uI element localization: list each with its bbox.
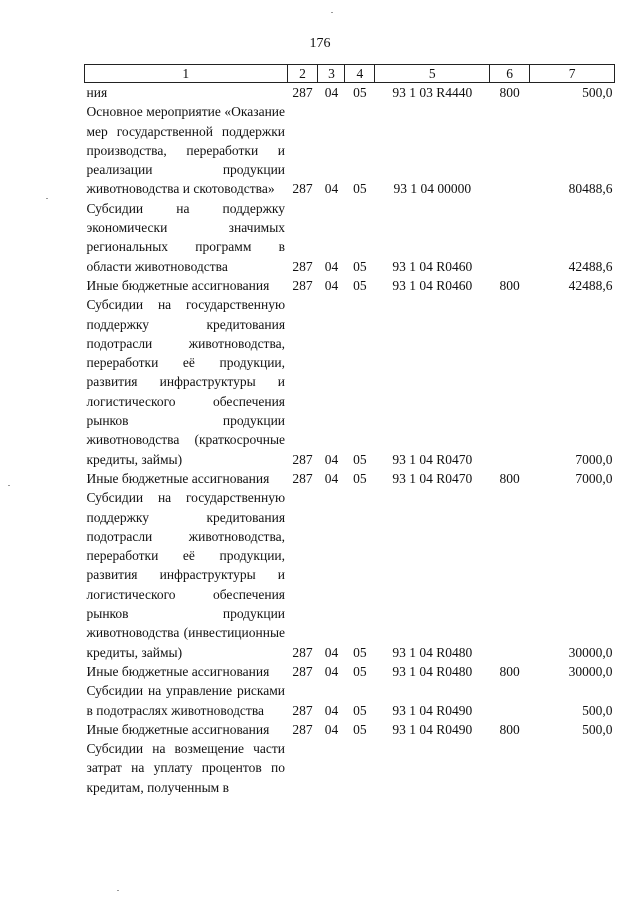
row-rz: 04 [324, 470, 339, 486]
row-pr: 05 [353, 258, 367, 274]
row-name: Субсидии на поддержку экономически значимых региональных программ в области животноводства [86, 200, 286, 274]
row-gr: 287 [292, 451, 313, 467]
table-row [85, 720, 615, 739]
row-rz: 04 [324, 85, 339, 100]
row-amount: 42488,6 [568, 258, 613, 274]
row-rz: 04 [324, 721, 339, 737]
row-vr [490, 488, 530, 662]
column-header-1: 1 [85, 65, 288, 83]
row-pr: 05 [353, 277, 367, 293]
row-name: Иные бюджетные ассигнования [86, 663, 270, 679]
page-number: 176 [309, 36, 331, 51]
column-header-2: 2 [287, 65, 318, 83]
row-name: Субсидии на государственную поддержку кредитования подотрасли животноводства, переработки её продукции, развития инфраструктуры и логистического обеспечения рынков продукции животноводства (краткосрочные кредиты, займы) [86, 297, 286, 467]
row-csr: 93 1 04 R0490 [392, 702, 473, 718]
row-vr: 800 [499, 663, 520, 679]
row-csr: 93 1 04 R0470 [392, 451, 473, 467]
row-amount [530, 739, 615, 797]
row-name: Субсидии на возмещение части затрат на уплату процентов по кредитам, полученным в [86, 741, 286, 795]
row-amount: 30000,0 [568, 644, 613, 660]
row-vr: 800 [499, 85, 520, 100]
scan-speck [331, 12, 333, 13]
row-csr: 93 1 04 R0480 [392, 644, 473, 660]
row-amount: 7000,0 [575, 451, 613, 467]
row-amount: 500,0 [582, 85, 613, 100]
row-amount: 7000,0 [575, 470, 613, 486]
row-rz: 04 [324, 644, 339, 660]
table-row [85, 662, 615, 681]
row-amount: 80488,6 [568, 181, 613, 197]
row-pr: 05 [353, 181, 367, 197]
table-row [85, 469, 615, 488]
table-row [85, 739, 615, 797]
column-header-5: 5 [375, 65, 490, 83]
row-pr: 05 [353, 721, 367, 737]
row-name: Иные бюджетные ассигнования [86, 470, 270, 486]
table-row [85, 276, 615, 295]
row-csr: 93 1 04 R0470 [392, 470, 473, 486]
row-name: Субсидии на управление рисками в подотраслях животноводства [86, 683, 286, 718]
row-name: ния [86, 85, 108, 100]
row-rz: 04 [324, 451, 339, 467]
row-pr [345, 739, 375, 797]
column-header-4: 4 [345, 65, 375, 83]
row-vr: 800 [499, 277, 520, 293]
row-gr: 287 [292, 721, 313, 737]
row-pr: 05 [353, 451, 367, 467]
row-gr: 287 [292, 470, 313, 486]
row-vr [490, 681, 530, 720]
row-gr [287, 739, 318, 797]
row-vr [490, 295, 530, 469]
row-rz: 04 [324, 663, 339, 679]
row-csr: 93 1 04 R0460 [392, 277, 473, 293]
row-csr: 93 1 04 R0480 [392, 663, 473, 679]
row-vr [490, 739, 530, 797]
row-amount: 500,0 [582, 702, 613, 718]
row-gr: 287 [292, 277, 313, 293]
row-vr: 800 [499, 470, 520, 486]
row-pr: 05 [353, 702, 367, 718]
row-rz [318, 739, 345, 797]
row-name: Иные бюджетные ассигнования [86, 721, 270, 737]
row-rz: 04 [324, 702, 339, 718]
row-amount: 30000,0 [568, 663, 613, 679]
row-vr [490, 199, 530, 276]
row-amount: 500,0 [582, 721, 613, 737]
table-body [85, 83, 615, 797]
row-name: Иные бюджетные ассигнования [86, 277, 270, 293]
scan-speck [117, 890, 119, 891]
row-csr: 93 1 04 00000 [393, 181, 472, 197]
row-pr: 05 [353, 644, 367, 660]
row-vr [490, 102, 530, 198]
budget-table [84, 64, 615, 797]
row-name: Основное мероприятие «Оказание мер государственной поддержки производства, переработки и реализации продукции животноводства и скотоводства» [86, 104, 286, 197]
table-row [85, 681, 615, 720]
table-row [85, 102, 615, 198]
row-amount: 42488,6 [568, 277, 613, 293]
scan-speck [8, 485, 10, 486]
row-pr: 05 [353, 663, 367, 679]
row-gr: 287 [292, 663, 313, 679]
row-gr: 287 [292, 258, 313, 274]
row-csr: 93 1 04 R0460 [392, 258, 473, 274]
row-rz: 04 [324, 277, 339, 293]
table-row [85, 295, 615, 469]
table-row [85, 83, 615, 103]
row-name: Субсидии на государственную поддержку кредитования подотрасли животноводства, переработки её продукции, развития инфраструктуры и логистического обеспечения рынков продукции животноводства (инвестиционные кредиты, займы) [86, 490, 286, 660]
column-header-6: 6 [490, 65, 530, 83]
row-gr: 287 [292, 181, 313, 197]
row-pr: 05 [353, 85, 367, 100]
row-pr: 05 [353, 470, 367, 486]
column-header-3: 3 [318, 65, 345, 83]
row-gr: 287 [292, 702, 313, 718]
table-row [85, 199, 615, 276]
row-gr: 287 [292, 644, 313, 660]
row-rz: 04 [324, 181, 339, 197]
table-header [85, 65, 615, 83]
row-rz: 04 [324, 258, 339, 274]
row-csr: 93 1 04 R0490 [392, 721, 473, 737]
row-gr: 287 [292, 85, 313, 100]
scan-speck [46, 198, 48, 199]
table-row [85, 488, 615, 662]
row-csr: 93 1 03 R4440 [392, 85, 473, 100]
row-csr [375, 739, 490, 797]
row-vr: 800 [499, 721, 520, 737]
column-header-7: 7 [530, 65, 615, 83]
